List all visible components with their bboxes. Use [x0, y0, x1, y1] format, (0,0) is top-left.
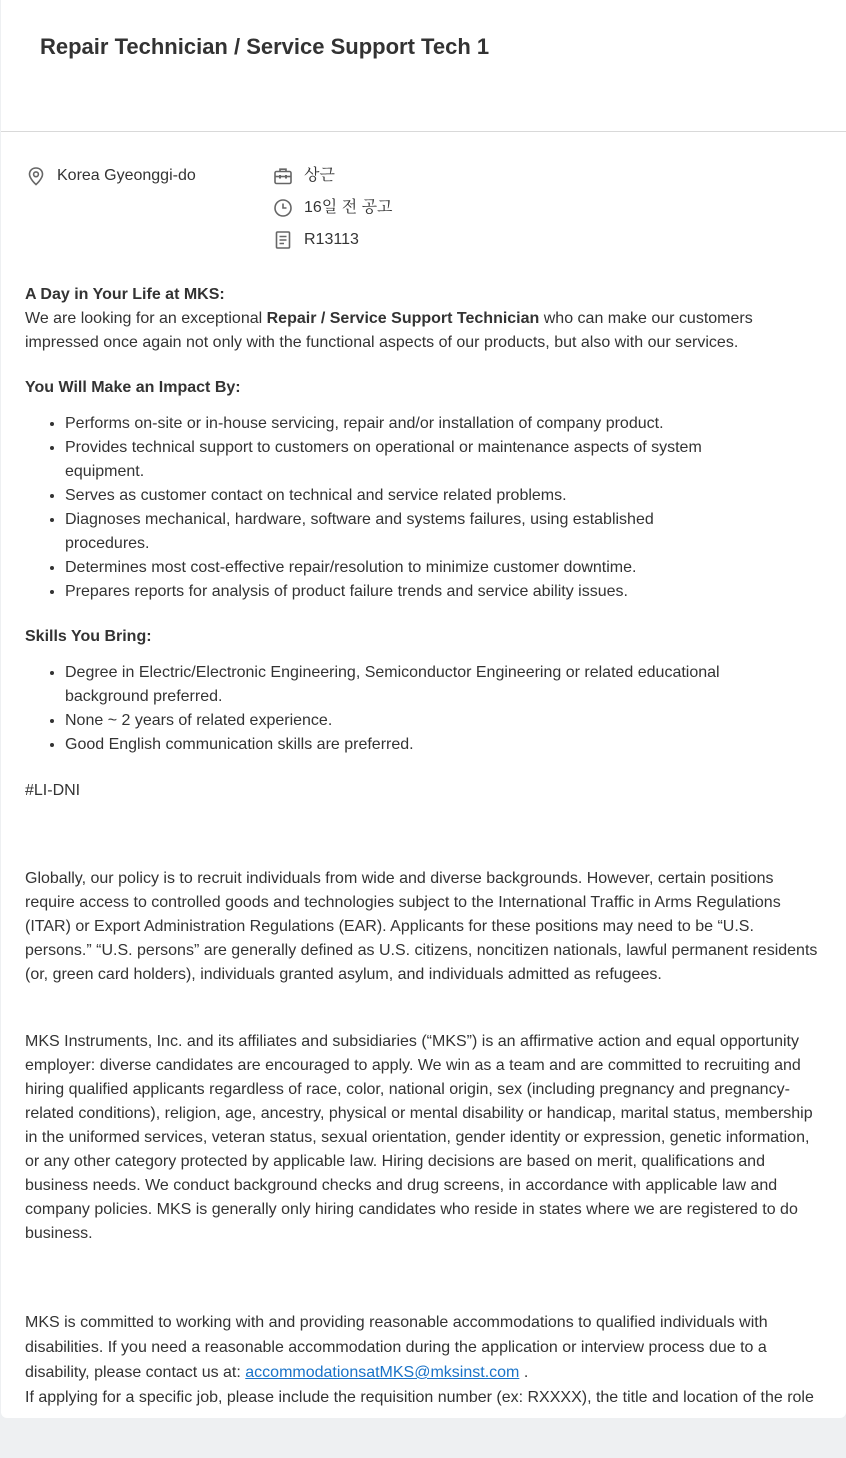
briefcase-icon [272, 165, 294, 187]
skills-heading: Skills You Bring: [25, 628, 152, 645]
accommodation-text-end: . [519, 1364, 529, 1381]
skills-list [25, 661, 825, 757]
impact-heading: You Will Make an Impact By: [25, 379, 241, 396]
job-header [1, 0, 846, 132]
intro-heading: A Day in Your Life at MKS: [25, 286, 225, 303]
intro-paragraph [25, 307, 825, 355]
policy-paragraph: Globally, our policy is to recruit individuals from wide and diverse backgrounds. However, certain positions require access to controlled goods and technologies subject to the International Traffic in Arms Regulations (ITAR) or Export Administration Regulations (EAR). Applicants for these positions may need to be “U.S. persons.” “U.S. persons” are generally defined as U.S. citizens, noncitizen nationals, lawful permanent residents (or, green card holders), individuals granted asylum, and individuals admitted as refugees. [25, 870, 818, 983]
list-item: • Performs on-site or in-house servicing, repair and/or installation of company product. [65, 412, 725, 436]
list-item: • Diagnoses mechanical, hardware, software and systems failures, using established procedures. [65, 508, 725, 556]
document-icon [272, 229, 294, 251]
list-item: • Prepares reports for analysis of product failure trends and service ability issues. [65, 580, 725, 604]
job-description [25, 283, 825, 1410]
list-item: • Good English communication skills are preferred. [65, 733, 725, 757]
list-item: • None ~ 2 years of related experience. [65, 709, 725, 733]
job-posted-date [272, 197, 393, 219]
intro-role-name: Repair / Service Support Technician [266, 310, 540, 327]
clock-icon [272, 197, 294, 219]
list-item: • Determines most cost-effective repair/resolution to minimize customer downtime. [65, 556, 725, 580]
accommodation-text: MKS is committed to working with and providing reasonable accommodations to qualified individuals with disabilities. If you need a reasonable accommodation during the application or interview process due to a disability, please contact us at: [25, 1314, 768, 1381]
job-posting-card [1, 0, 846, 1418]
list-item: • Serves as customer contact on technical and service related problems. [65, 484, 725, 508]
accommodation-paragraph [25, 1310, 825, 1385]
accommodation-email-link[interactable]: accommodationsatMKS@mksinst.com [245, 1364, 520, 1381]
list-item: • Provides technical support to customers on operational or maintenance aspects of system equipment. [65, 436, 725, 484]
job-title: Repair Technician / Service Support Tech 1 [40, 34, 490, 59]
list-item: • Degree in Electric/Electronic Engineering, Semiconductor Engineering or related educational background preferred. [65, 661, 725, 709]
job-requisition-id-text: R13113 [304, 231, 359, 248]
job-employment-type-text: 상근 [304, 167, 335, 184]
requisition-note: If applying for a specific job, please include the requisition number (ex: RXXXX), the title and location of the role [25, 1389, 814, 1406]
eeo-paragraph: MKS Instruments, Inc. and its affiliates and subsidiaries (“MKS”) is an affirmative action and equal opportunity employer: diverse candidates are encouraged to apply. We win as a team and are committed to recruiting and hiring qualified applicants regardless of race, color, national origin, sex (including pregnancy and pregnancy-related conditions), religion, age, ancestry, physical or mental disability or handicap, marital status, membership in the uniformed services, veteran status, sexual orientation, gender identity or expression, genetic information, or any other category protected by applicable law. Hiring decisions are based on merit, qualifications and business needs. We conduct background checks and drug screens, in accordance with applicable law and company policies. MKS is generally only hiring candidates who reside in states where we are registered to do business. [25, 1033, 813, 1242]
job-location-text: Korea Gyeonggi-do [57, 167, 196, 184]
job-employment-type [272, 165, 335, 187]
job-posted-date-text: 16일 전 공고 [304, 199, 393, 216]
map-pin-icon [25, 165, 47, 187]
job-location [25, 165, 196, 187]
job-requisition-id [272, 229, 359, 251]
hashtag: #LI-DNI [25, 782, 81, 799]
impact-list [25, 412, 825, 604]
intro-text-end: who can make our customers impressed once again not only with the functional aspects of our products, but also with our services. [25, 310, 753, 351]
intro-text-start: We are looking for an exceptional [25, 310, 267, 327]
